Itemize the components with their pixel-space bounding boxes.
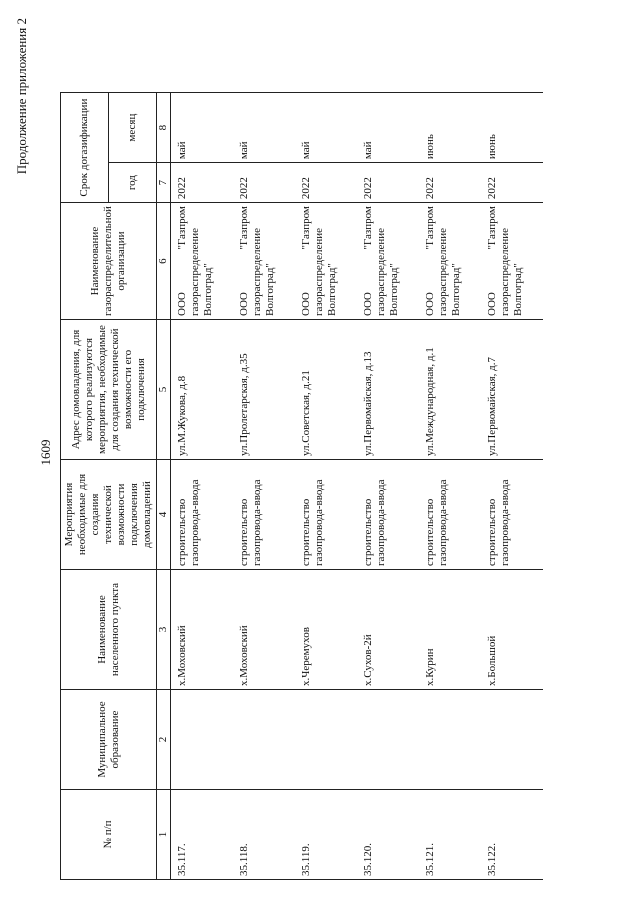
cell-org: ООО "Газпром газораспределение Волгоград" [357,203,419,320]
cell-year: 2022 [357,163,419,203]
column-number: 8 [157,93,171,163]
cell-settlement: х.Большой [481,570,543,690]
data-table [60,92,543,880]
cell-n: 35.120. [357,790,419,880]
cell-measure: строительство газопровода-ввода [171,460,233,570]
cell-address: ул.М.Жукова, д.8 [171,320,233,460]
cell-measure: строительство газопровода-ввода [481,460,543,570]
cell-settlement: х.Моховский [233,570,295,690]
cell-year: 2022 [295,163,357,203]
cell-n: 35.119. [295,790,357,880]
header-municipality: Муниципальное образование [61,690,157,790]
cell-municipality [233,690,295,790]
cell-year: 2022 [481,163,543,203]
cell-municipality [481,690,543,790]
column-number: 3 [157,570,171,690]
header-term: Срок догазификации [61,93,109,203]
cell-n: 35.121. [419,790,481,880]
cell-municipality [171,690,233,790]
column-number: 4 [157,460,171,570]
cell-address: ул.Международная, д.1 [419,320,481,460]
header-n: № п/п [61,790,157,880]
table-row [171,93,233,880]
table-row [357,93,419,880]
cell-month: июнь [419,93,481,163]
cell-settlement: х.Курин [419,570,481,690]
cell-year: 2022 [419,163,481,203]
header-year: год [109,163,157,203]
cell-municipality [357,690,419,790]
cell-org: ООО "Газпром газораспределение Волгоград" [233,203,295,320]
cell-settlement: х.Моховский [171,570,233,690]
cell-org: ООО "Газпром газораспределение Волгоград" [171,203,233,320]
cell-org: ООО "Газпром газораспределение Волгоград" [481,203,543,320]
cell-month: май [357,93,419,163]
cell-measure: строительство газопровода-ввода [419,460,481,570]
table-row [419,93,481,880]
column-number: 6 [157,203,171,320]
column-number: 5 [157,320,171,460]
column-number: 1 [157,790,171,880]
cell-month: июнь [481,93,543,163]
cell-settlement: х.Черемухов [295,570,357,690]
cell-measure: строительство газопровода-ввода [357,460,419,570]
cell-municipality [419,690,481,790]
cell-address: ул.Пролетарская, д.35 [233,320,295,460]
cell-n: 35.122. [481,790,543,880]
cell-org: ООО "Газпром газораспределение Волгоград" [295,203,357,320]
table-row [233,93,295,880]
header-settlement: Наименование населенного пункта [61,570,157,690]
cell-month: май [171,93,233,163]
cell-n: 35.118. [233,790,295,880]
cell-address: ул.Первомайская, д.13 [357,320,419,460]
cell-org: ООО "Газпром газораспределение Волгоград" [419,203,481,320]
column-number: 7 [157,163,171,203]
cell-year: 2022 [171,163,233,203]
table-row [295,93,357,880]
table-row [481,93,543,880]
cell-address: ул.Первомайская, д.7 [481,320,543,460]
continuation-label: Продолжение приложения 2 [14,18,29,175]
header-measures: Мероприятия необходимые для создания технической возможности подключения домовладений [61,460,157,570]
header-org: Наименование газораспределительной организации [61,203,157,320]
cell-month: май [233,93,295,163]
cell-measure: строительство газопровода-ввода [233,460,295,570]
cell-municipality [295,690,357,790]
cell-year: 2022 [233,163,295,203]
cell-measure: строительство газопровода-ввода [295,460,357,570]
header-month: месяц [109,93,157,163]
column-numbers-row [157,93,171,880]
cell-address: ул.Советская, д.21 [295,320,357,460]
column-number: 2 [157,690,171,790]
header-address: Адрес домовладения, для которого реализуются мероприятия, необходимые для создания технической возможности его подключения [61,320,157,460]
page-number: 1609 [38,439,53,466]
cell-settlement: х.Сухов-2й [357,570,419,690]
cell-month: май [295,93,357,163]
cell-n: 35.117. [171,790,233,880]
